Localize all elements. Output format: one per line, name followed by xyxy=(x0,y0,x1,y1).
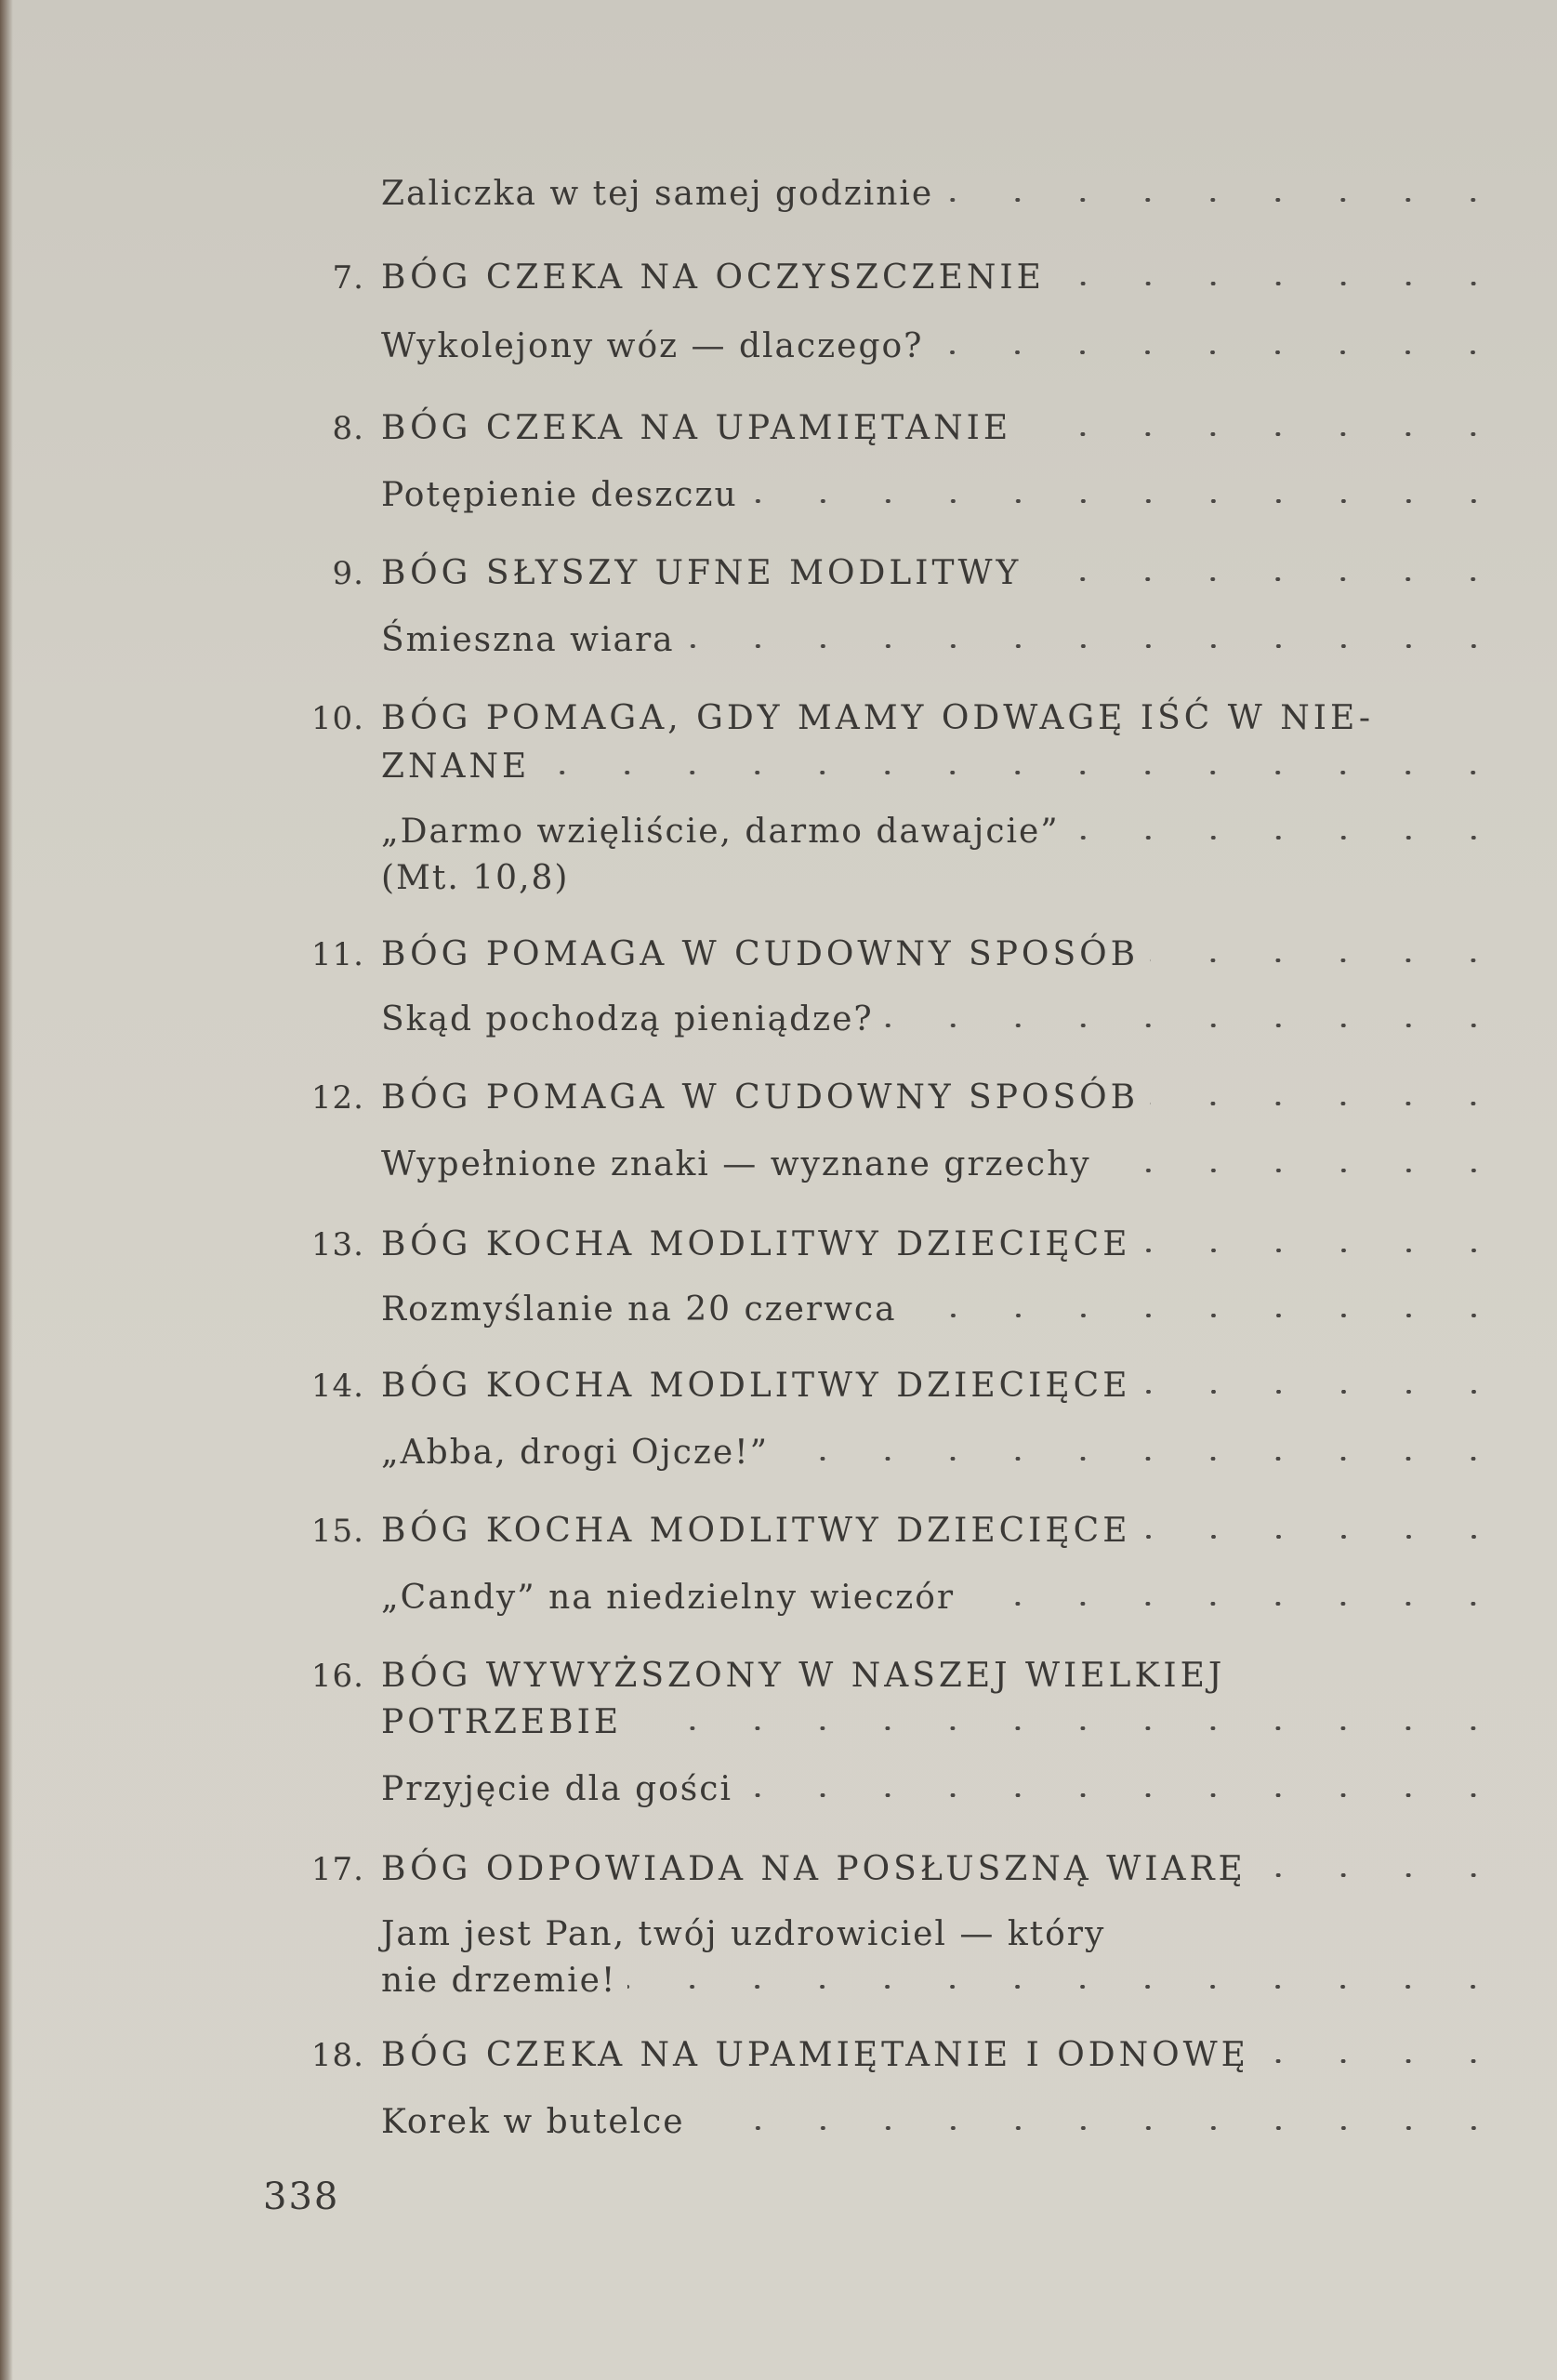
toc-entry xyxy=(279,1770,1506,1808)
toc-entry xyxy=(279,1579,1506,1617)
chapter-number: 16. xyxy=(310,1658,364,1695)
leader-dots xyxy=(744,1793,1506,1797)
entry-title-continued: nie drzemie! xyxy=(381,1962,617,2000)
chapter-number: 9. xyxy=(332,555,364,592)
chapter-number: 11. xyxy=(310,936,364,973)
leader-dots xyxy=(944,198,1506,202)
toc-entry xyxy=(279,2103,1506,2141)
toc-entry xyxy=(279,621,1506,659)
chapter-title-continued: ZNANE xyxy=(381,747,531,786)
leader-dots xyxy=(1258,1873,1506,1877)
toc-entry-continuation xyxy=(279,1962,1506,2000)
entry-title: „Abba, drogi Ojcze!” xyxy=(381,1434,769,1472)
leader-dots xyxy=(1142,1535,1507,1539)
leader-dots xyxy=(934,350,1506,354)
chapter-number: 18. xyxy=(310,2037,364,2074)
chapter-number: 12. xyxy=(310,1079,364,1117)
entry-title: „Darmo wzięliście, darmo dawajcie” xyxy=(381,813,1060,851)
page-edge-shadow xyxy=(0,0,13,2380)
toc-entry-continuation xyxy=(279,859,1506,897)
chapter-title: BÓG WYWYŻSZONY W NASZEJ WIELKIEJ xyxy=(381,1657,1226,1695)
leader-dots xyxy=(780,1457,1506,1461)
leader-dots xyxy=(1142,1390,1507,1394)
leader-dots xyxy=(1033,577,1506,581)
page-number: 338 xyxy=(263,2175,340,2218)
leader-dots xyxy=(1142,1249,1507,1252)
leader-dots xyxy=(966,1602,1506,1606)
toc-entry xyxy=(279,813,1506,851)
chapter-number: 14. xyxy=(310,1368,364,1405)
entry-title: Wykolejony wóz — dlaczego? xyxy=(381,327,924,365)
entry-title: Śmieszna wiara xyxy=(381,621,675,659)
chapter-title: BÓG KOCHA MODLITWY DZIECIĘCE xyxy=(381,1225,1131,1263)
leader-dots xyxy=(1056,282,1506,285)
chapter-title: BÓG CZEKA NA OCZYSZCZENIE xyxy=(381,258,1045,297)
toc-entry xyxy=(279,1145,1506,1183)
leader-dots xyxy=(1150,959,1506,962)
chapter-title: BÓG POMAGA W CUDOWNY SPOSÓB xyxy=(381,935,1140,973)
leader-dots xyxy=(1150,1102,1506,1105)
toc-entry xyxy=(279,1915,1506,1953)
leader-dots xyxy=(696,2126,1506,2130)
toc-chapter xyxy=(279,699,1506,737)
entry-title: Rozmyślanie na 20 czerwca xyxy=(381,1290,897,1329)
leader-dots xyxy=(1071,836,1506,840)
entry-title: Wypełnione znaki — wyznane grzechy xyxy=(381,1145,1091,1183)
toc-chapter xyxy=(279,1225,1506,1263)
chapter-title: BÓG POMAGA W CUDOWNY SPOSÓB xyxy=(381,1078,1140,1117)
chapter-number: 10. xyxy=(310,700,364,737)
toc-chapter xyxy=(279,1657,1506,1695)
entry-title: Zaliczka w tej samej godzinie xyxy=(381,175,934,213)
toc-chapter xyxy=(279,935,1506,973)
chapter-number: 7. xyxy=(332,259,364,297)
leader-dots xyxy=(541,771,1506,774)
leader-dots xyxy=(686,644,1506,648)
toc-chapter xyxy=(279,258,1506,297)
entry-title: Skąd pochodzą pieniądze? xyxy=(381,1000,874,1038)
chapter-title: BÓG SŁYSZY UFNE MODLITWY xyxy=(381,554,1023,592)
chapter-title: BÓG KOCHA MODLITWY DZIECIĘCE xyxy=(381,1367,1131,1405)
chapter-title: BÓG CZEKA NA UPAMIĘTANIE I ODNOWĘ xyxy=(381,2036,1249,2074)
toc-chapter xyxy=(279,1367,1506,1405)
entry-title: Potępienie deszczu xyxy=(381,476,738,514)
toc-chapter xyxy=(279,409,1506,447)
chapter-title: BÓG CZEKA NA UPAMIĘTANIE xyxy=(381,409,1012,447)
toc-entry xyxy=(279,476,1506,514)
toc-chapter xyxy=(279,2036,1506,2074)
chapter-title: BÓG POMAGA, GDY MAMY ODWAGĘ IŚĆ W NIE- xyxy=(381,699,1375,737)
leader-dots xyxy=(908,1314,1506,1317)
leader-dots xyxy=(1260,2059,1506,2063)
toc-entry xyxy=(279,1000,1506,1038)
leader-dots xyxy=(749,499,1506,503)
chapter-title: BÓG KOCHA MODLITWY DZIECIĘCE xyxy=(381,1512,1131,1550)
leader-dots xyxy=(1102,1169,1506,1172)
toc-entry xyxy=(279,327,1506,365)
chapter-number: 13. xyxy=(310,1226,364,1263)
toc-entry xyxy=(279,175,1506,213)
toc-chapter-continuation xyxy=(279,747,1506,786)
entry-title: „Candy” na niedzielny wieczór xyxy=(381,1579,956,1617)
chapter-number: 15. xyxy=(310,1513,364,1550)
table-of-contents xyxy=(279,0,1506,2268)
entry-title: Jam jest Pan, twój uzdrowiciel — który xyxy=(381,1915,1106,1953)
toc-entry xyxy=(279,1290,1506,1329)
toc-chapter xyxy=(279,1078,1506,1117)
toc-entry xyxy=(279,1434,1506,1472)
toc-chapter-continuation xyxy=(279,1703,1506,1741)
chapter-title: BÓG ODPOWIADA NA POSŁUSZNĄ WIARĘ xyxy=(381,1850,1247,1888)
chapter-number: 8. xyxy=(332,410,364,447)
leader-dots xyxy=(1023,432,1506,436)
toc-chapter xyxy=(279,1512,1506,1550)
entry-title: Przyjęcie dla gości xyxy=(381,1770,732,1808)
leader-dots xyxy=(885,1024,1506,1027)
toc-chapter xyxy=(279,554,1506,592)
leader-dots xyxy=(633,1726,1506,1730)
entry-title: Korek w butelce xyxy=(381,2103,685,2141)
chapter-title-continued: POTRZEBIE xyxy=(381,1703,623,1741)
toc-chapter xyxy=(279,1850,1506,1888)
chapter-number: 17. xyxy=(310,1851,364,1888)
leader-dots xyxy=(627,1985,1506,1989)
entry-title-continued: (Mt. 10,8) xyxy=(381,859,570,897)
